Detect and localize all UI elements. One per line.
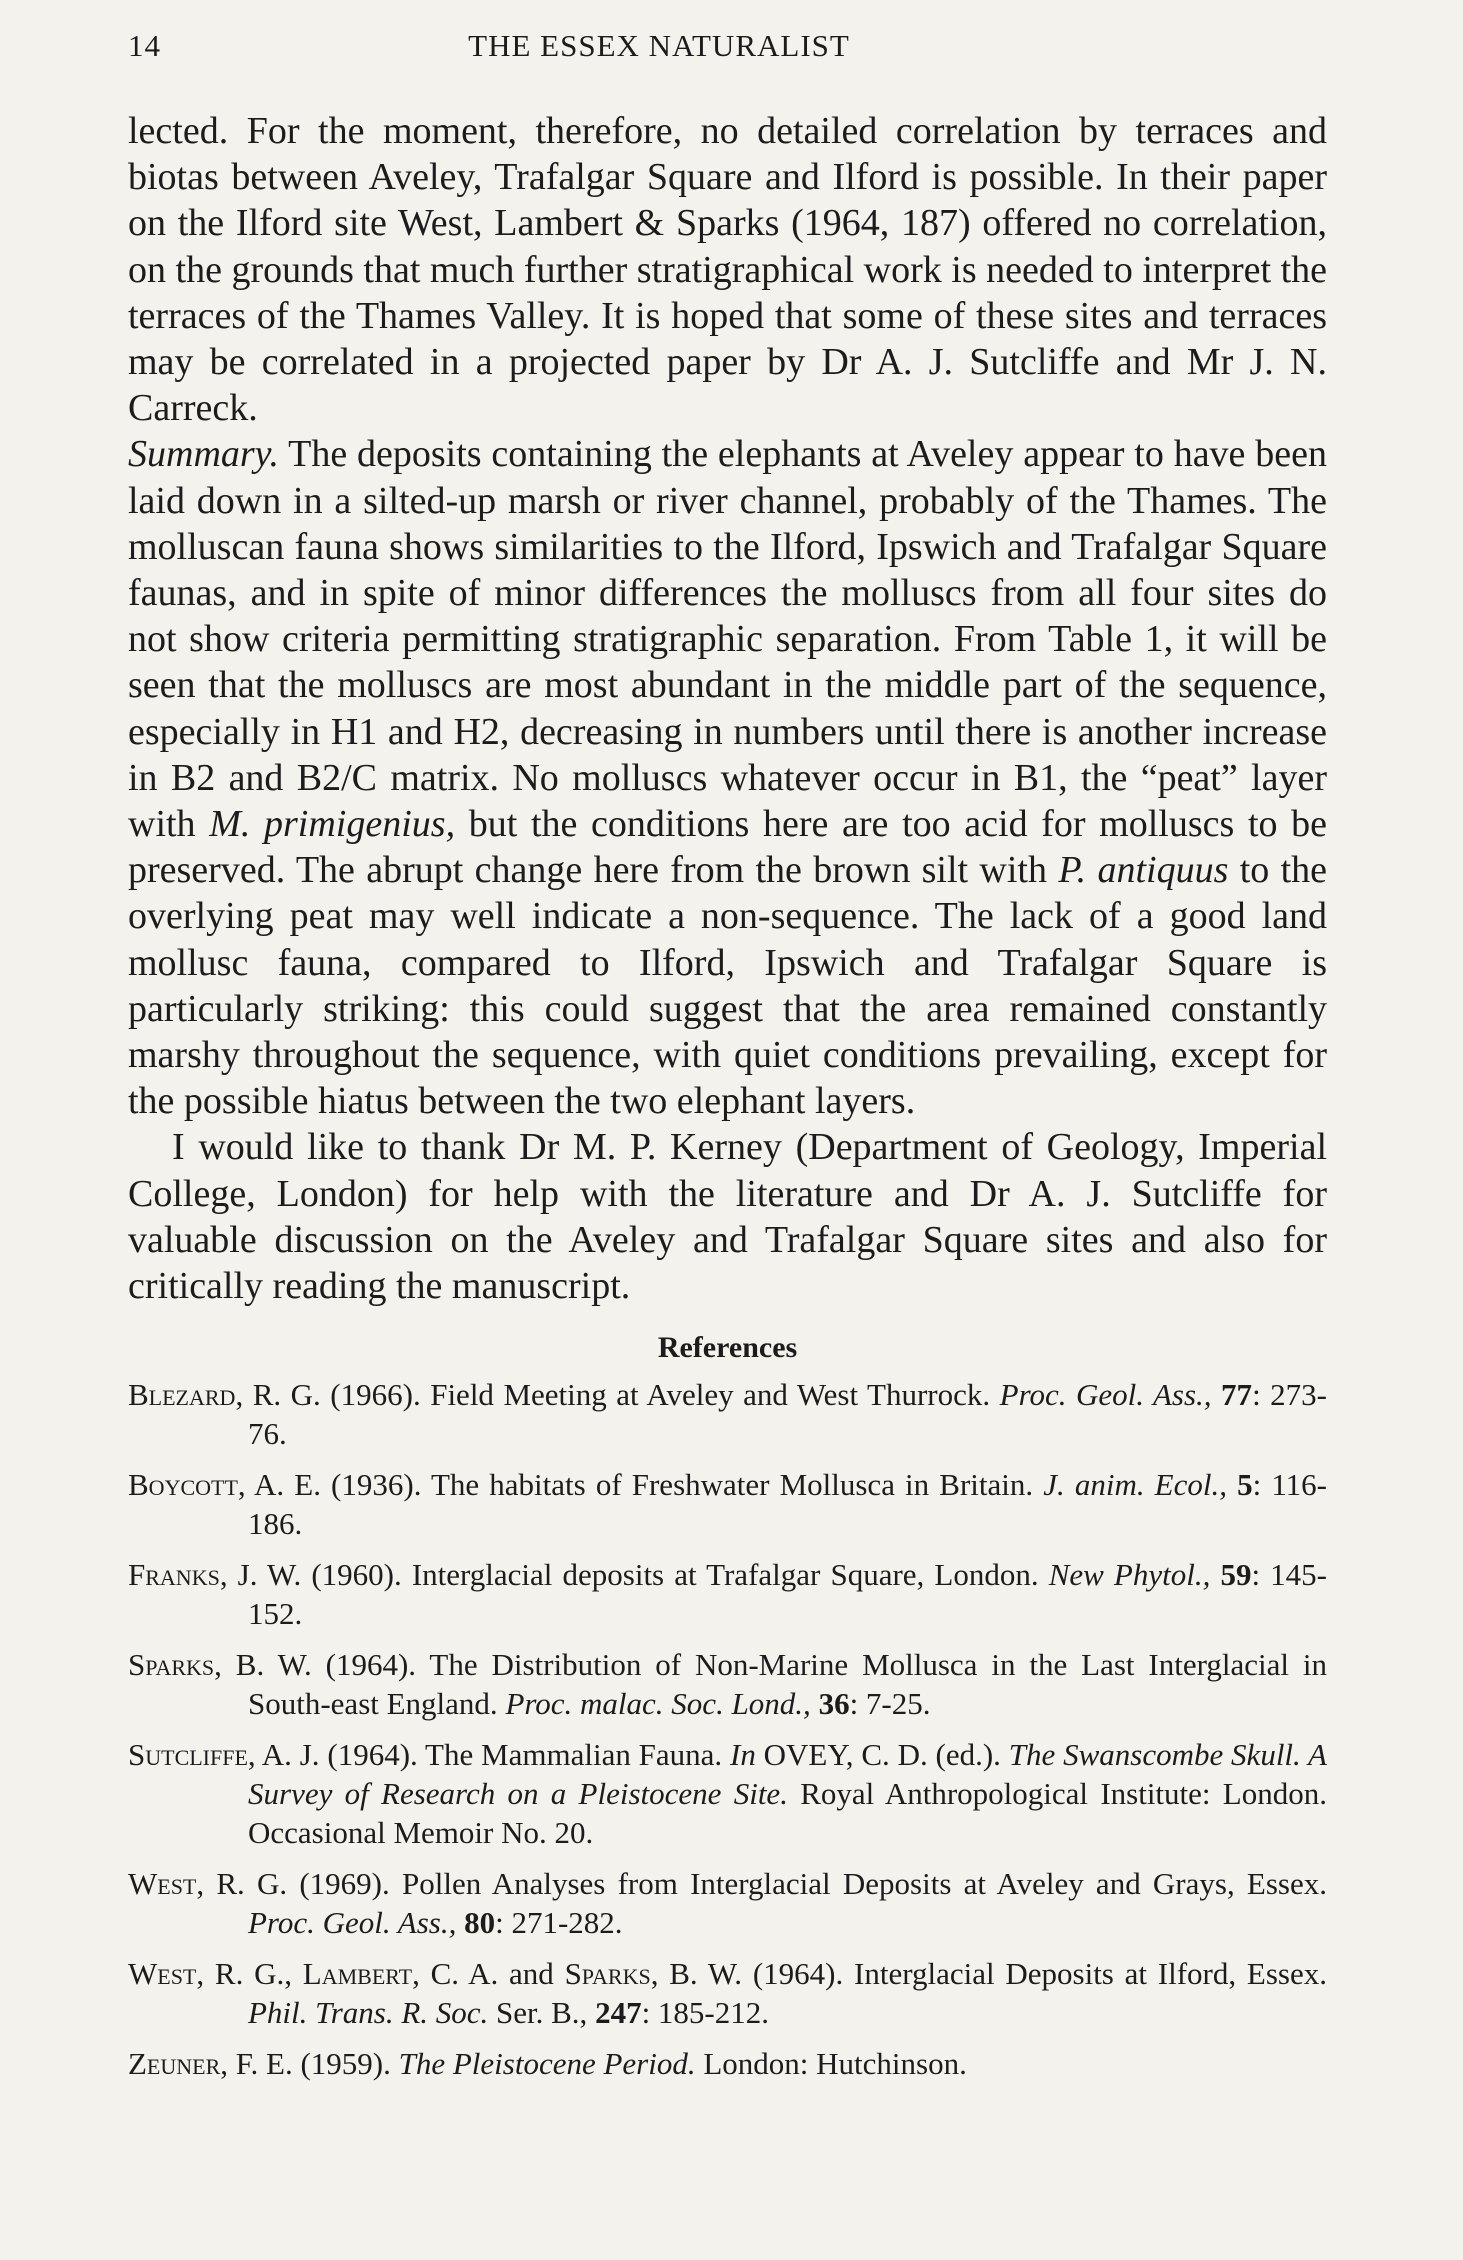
reference-item: Blezard, R. G. (1966). Field Meeting at Aveley and West Thurrock. Proc. Geol. Ass., 77: 273-76.	[128, 1377, 1328, 1452]
reference-item: Zeuner, F. E. (1959). The Pleistocene Period. London: Hutchinson.	[128, 2046, 967, 2082]
paragraph-summary: Summary. The deposits containing the elephants at Aveley appear to have been laid down in a silted-up marsh or river channel, probably of the Thames. The molluscan fauna shows similarities to the Ilford, Ipswich and Trafalgar Square faunas, and in spite of minor differences the molluscs from all four sites do not show criteria permitting stratigraphic separation. From Table 1, it will be seen that the molluscs are most abundant in the middle part of the sequence, especially in H1 and H2, decreasing in numbers until there is another increase in B2 and B2/C matrix. No molluscs whatever occur in B1, the “peat” layer with M. primigenius, but the conditions here are too acid for molluscs to be preserved. The abrupt change here from the brown silt with P. antiquus to the overlying peat may well indicate a non-sequence. The lack of a good land mollusc fauna, compared to Ilford, Ipswich and Trafalgar Square is particularly striking: this could suggest that the area remained constantly marshy throughout the sequence, with quiet conditions prevailing, except for the possible hiatus between the two elephant layers.	[128, 433, 1328, 1123]
species-name: M. primigenius,	[209, 803, 456, 846]
reference-item: West, R. G. (1969). Pollen Analyses from Interglacial Deposits at Aveley and Grays, Essex. Proc. Geol. Ass., 80: 271-282.	[128, 1866, 1327, 1941]
paragraph-acknowledgement: I would like to thank Dr M. P. Kerney (Department of Geology, Imperial College, London) for help with the literature and Dr A. J. Sutcliffe for valuable discussion on the Aveley and Trafalgar Square sites and also for critically reading the manuscript.	[128, 1126, 1327, 1308]
summary-label: Summary.	[128, 433, 279, 476]
references-heading: References	[657, 1331, 798, 1365]
reference-item: Sparks, B. W. (1964). The Distribution of Non-Marine Mollusca in the Last Interglacial in South-east England. Proc. malac. Soc. Lond., 36: 7-25.	[128, 1647, 1327, 1722]
references-list	[128, 1375, 1327, 2083]
reference-item: Boycott, A. E. (1936). The habitats of Freshwater Mollusca in Britain. J. anim. Ecol., 5: 116-186.	[128, 1467, 1327, 1542]
reference-item: Sutcliffe, A. J. (1964). The Mammalian Fauna. In OVEY, C. D. (ed.). The Swanscombe Skull. A Survey of Research on a Pleistocene Site. Royal Anthropological Institute: London. Occasional Memoir No. 20.	[128, 1737, 1327, 1851]
journal-title: THE ESSEX NATURALIST	[468, 28, 850, 63]
reference-item: Franks, J. W. (1960). Interglacial deposits at Trafalgar Square, London. New Phytol., 59: 145-152.	[128, 1557, 1327, 1632]
running-head	[128, 28, 1327, 64]
page-number: 14	[128, 28, 161, 63]
body-text	[128, 108, 1327, 1309]
species-name: P. antiquus	[1058, 849, 1229, 892]
paragraph-correlation: lected. For the moment, therefore, no detailed correlation by terraces and biotas between Aveley, Trafalgar Square and Ilford is possible. In their paper on the Ilford site West, Lambert & Sparks (1964, 187) offered no correlation, on the grounds that much further stratigraphical work is needed to interpret the terraces of the Thames Valley. It is hoped that some of these sites and terraces may be correlated in a projected paper by Dr A. J. Sutcliffe and Mr J. N. Carreck.	[128, 110, 1327, 430]
reference-item: West, R. G., Lambert, C. A. and Sparks, B. W. (1964). Interglacial Deposits at Ilford, Essex. Phil. Trans. R. Soc. Ser. B., 247: 185-212.	[128, 1956, 1327, 2031]
